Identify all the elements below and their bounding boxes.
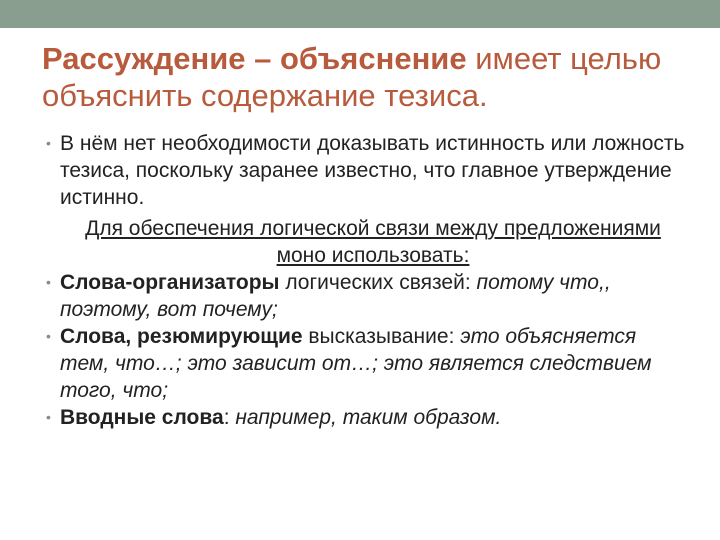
centered-note: Для обеспечения логической связи между предложениями моно использовать:: [85, 217, 661, 267]
bullet-4-italic: например, таким образом.: [235, 406, 502, 429]
bullet-2-bold: Слова-организаторы: [60, 271, 280, 294]
top-band: [0, 0, 720, 28]
bullet-item-1: [46, 130, 686, 211]
bullet-3-normal: высказывание:: [302, 325, 461, 348]
bullet-icon: •: [46, 135, 51, 151]
bullet-icon: •: [46, 328, 51, 344]
bullet-2-italic: потому что,, поэтому, вот почему;: [60, 271, 611, 321]
bullet-icon: •: [46, 274, 51, 290]
bullet-4-bold: Вводные слова: [60, 406, 224, 429]
bullet-item-3: [46, 323, 686, 404]
bullet-item-4: [46, 404, 686, 431]
bullet-2-normal: логических связей:: [279, 271, 477, 294]
bullet-item-2: [46, 269, 686, 323]
bullet-1-text: В нём нет необходимости доказывать истинность или ложность тезиса, поскольку заранее известно, что главное утверждение истинно.: [60, 132, 685, 209]
bullet-4-normal: :: [223, 406, 236, 429]
title-bold-part: Рассуждение – объяснение: [42, 41, 467, 76]
title-normal-part: имеет целью объяснить содержание тезиса.: [42, 41, 662, 113]
bullet-3-bold: Слова, резюмирующие: [60, 325, 303, 348]
bullet-3-italic: это объясняется тем, что…; это зависит от…; это является следствием того, что;: [60, 325, 652, 402]
slide-content: [46, 130, 686, 431]
bullet-icon: •: [46, 409, 51, 425]
slide-title: [42, 40, 682, 114]
